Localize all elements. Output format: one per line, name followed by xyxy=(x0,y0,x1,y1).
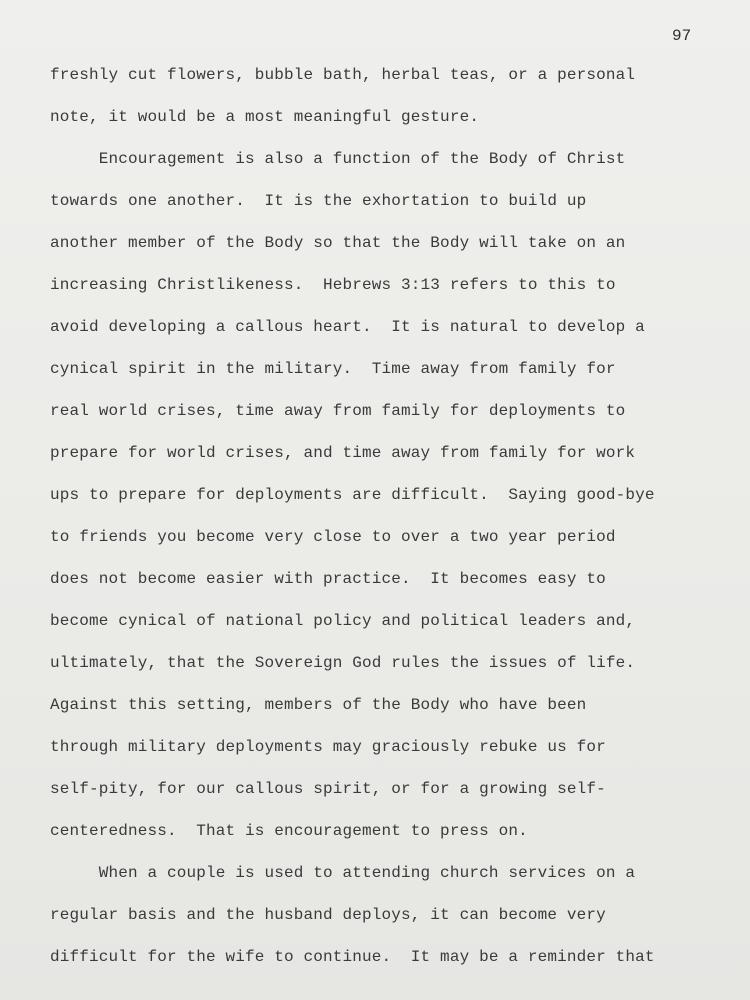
text-line: towards one another. It is the exhortation to build up xyxy=(50,192,587,210)
text-line: cynical spirit in the military. Time away from family for xyxy=(50,360,616,378)
body-text xyxy=(50,54,730,978)
text-line: Against this setting, members of the Body who have been xyxy=(50,696,587,714)
text-line: ups to prepare for deployments are difficult. Saying good-bye xyxy=(50,486,655,504)
text-line: self-pity, for our callous spirit, or for a growing self- xyxy=(50,780,606,798)
page-number: 97 xyxy=(672,27,692,45)
text-line: freshly cut flowers, bubble bath, herbal teas, or a personal xyxy=(50,66,636,84)
text-line: ultimately, that the Sovereign God rules the issues of life. xyxy=(50,654,636,672)
text-line: become cynical of national policy and political leaders and, xyxy=(50,612,636,630)
text-line: prepare for world crises, and time away from family for work xyxy=(50,444,636,462)
text-line: through military deployments may graciously rebuke us for xyxy=(50,738,606,756)
text-line: regular basis and the husband deploys, it can become very xyxy=(50,906,606,924)
text-line: increasing Christlikeness. Hebrews 3:13 refers to this to xyxy=(50,276,616,294)
text-line: does not become easier with practice. It becomes easy to xyxy=(50,570,606,588)
text-line: note, it would be a most meaningful gesture. xyxy=(50,108,480,126)
text-line: to friends you become very close to over a two year period xyxy=(50,528,616,546)
text-line: centeredness. That is encouragement to press on. xyxy=(50,822,528,840)
text-line: When a couple is used to attending church services on a xyxy=(50,864,636,882)
text-line: another member of the Body so that the Body will take on an xyxy=(50,234,626,252)
text-line: avoid developing a callous heart. It is natural to develop a xyxy=(50,318,645,336)
text-line: difficult for the wife to continue. It may be a reminder that xyxy=(50,948,655,966)
text-line: real world crises, time away from family for deployments to xyxy=(50,402,626,420)
text-line: Encouragement is also a function of the Body of Christ xyxy=(50,150,626,168)
